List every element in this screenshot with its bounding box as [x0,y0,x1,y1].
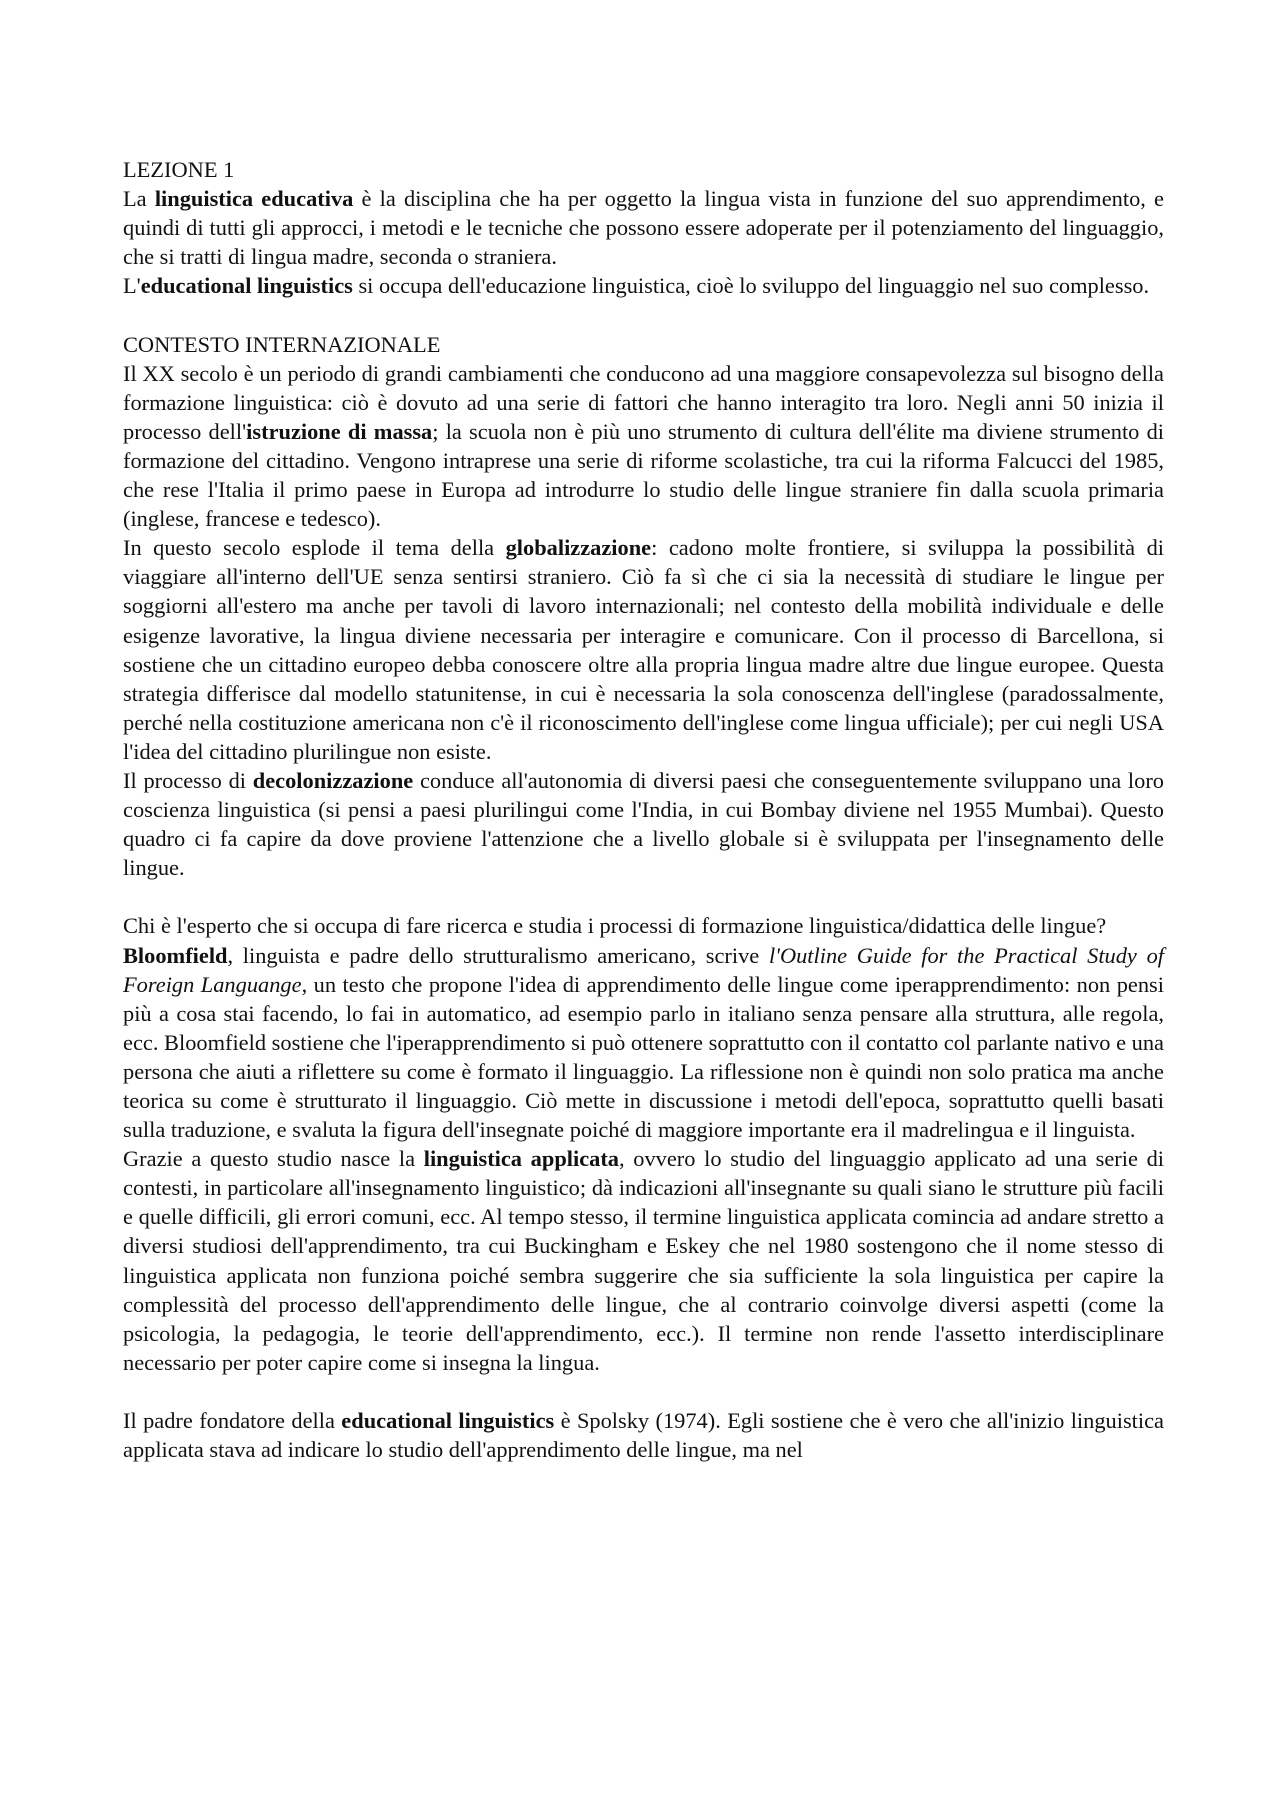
bold-term: linguistica educativa [154,186,354,212]
bold-term: istruzione di massa [246,418,433,444]
bold-term: educational linguistics [140,273,353,299]
section-heading-lezione: LEZIONE 1 [123,157,235,182]
italic-title: l'Outline Guide for the Practical Study of Foreign Languange [123,942,1164,997]
document-body [123,155,1164,1464]
text-run: ; la scuola non è più uno strumento di cultura dell'élite ma diviene strumento di formazione del cittadino. Vengono intraprese una serie di riforme scolastiche, tra cui la riforma Falcucci del 1985, che rese l'Italia il primo paese in Europa ad introdurre lo studio delle lingue straniere fin dalla scuola primaria (inglese, francese e tedesco). [123,418,1164,532]
text-run: L' [123,273,141,299]
paragraph-istruzione-di-massa [123,359,1164,534]
text-run: conduce all'autonomia di diversi paesi che conseguentemente sviluppano una loro coscienza linguistica (si pensi a paesi plurilingui come l'India, in cui Bombay diviene nel 1955 Mumbai). Questo quadro ci fa capire da dove proviene l'attenzione che a livello globale si è sviluppata per l'insegnamento delle lingue. [123,767,1165,881]
text-run: si occupa dell'educazione linguistica, cioè lo sviluppo del linguaggio nel suo complesso. [352,273,1150,299]
paragraph-linguistica-educativa [123,184,1164,271]
text-run: , un testo che propone l'idea di apprendimento delle lingue come iperapprendimento: non pensi più a cosa stai facendo, lo fai in automatico, ad esempio parlo in italiano senza pensare alla struttura, alle regola, ecc. Bloomfield sostiene che l'iperapprendimento si può ottenere soprattutto con il contatto col parlante nativo e una persona che aiuti a riflettere su come è formato il linguaggio. La riflessione non è quindi non solo pratica ma anche teorica su come è strutturato il linguaggio. Ciò mette in discussione i metodi dell'epoca, soprattutto quelli basati sulla traduzione, e svaluta la figura dell'insegnate poiché di maggiore importante era il madrelingua e il linguista. [123,971,1164,1143]
bold-term: educational linguistics [341,1408,555,1434]
text-run: è Spolsky (1974). Egli sostiene che è vero che all'inizio linguistica applicata stava ad indicare lo studio dell'apprendimento delle lingue, ma nel [123,1408,1164,1463]
paragraph-linguistica-applicata [123,1144,1164,1377]
text-run: : cadono molte frontiere, si sviluppa la possibilità di viaggiare all'interno dell'UE senza sentirsi straniero. Ciò fa sì che ci sia la necessità di studiare le lingue per soggiorni all'estero ma anche per tavoli di lavoro internazionali; nel contesto della mobilità individuale e delle esigenze lavorative, la lingua diviene necessaria per interagire e comunicare. Con il processo di Barcellona, si sostiene che un cittadino europeo debba conoscere oltre alla propria lingua madre altre due lingue europee. Questa strategia differisce dal modello statunitense, in cui è necessaria la sola conoscenza dell'inglese (paradossalmente, perché nella costituzione americana non c'è il riconoscimento dell'inglese come lingua ufficiale); per cui negli USA l'idea del cittadino plurilingue non esiste. [123,535,1165,764]
blank-line [123,882,1164,911]
bold-term: Bloomfield [123,942,228,968]
text-run: , ovvero lo studio del linguaggio applicato ad una serie di contesti, in particolare all'insegnamento linguistico; dà indicazioni all'insegnante su quali siano le strutture più facili e quelle difficili, gli errori comuni, ecc. Al tempo stesso, il termine linguistica applicata comincia ad andare stretto a diversi studiosi dell'apprendimento, tra cui Buckingham e Eskey che nel 1980 sostengono che il nome stesso di linguistica applicata non funziona poiché sembra suggerire che sia sufficiente la sola linguistica per capire la complessità del processo dell'apprendimento delle lingue, che al contrario coinvolge diversi aspetti (come la psicologia, la pedagogia, le teorie dell'apprendimento, ecc.). Il termine non rende l'assetto interdisciplinare necessario per poter capire come si insegna la lingua. [123,1146,1164,1375]
bold-term: globalizzazione [505,535,652,561]
text-run: In questo secolo esplode il tema della [123,535,506,561]
paragraph-bloomfield [123,941,1164,1145]
bold-term: decolonizzazione [252,767,414,793]
paragraph-decolonizzazione [123,766,1164,882]
text-run: La [123,186,155,212]
text-run: Il XX secolo è un periodo di grandi cambiamenti che conducono ad una maggiore consapevolezza sul bisogno della formazione linguistica: ciò è dovuto ad una serie di fattori che hanno interagito tra loro. Negli anni 50 inizia il processo dell' [123,360,1164,444]
bold-term: linguistica applicata [423,1146,620,1172]
paragraph-globalizzazione [123,533,1164,766]
blank-line [123,300,1164,329]
paragraph-educational-linguistics [123,271,1164,300]
text-run: è la disciplina che ha per oggetto la lingua vista in funzione del suo apprendimento, e quindi di tutti gli approcci, i metodi e le tecniche che possono essere adoperate per il potenziamento del linguaggio, che si tratti di lingua madre, seconda o straniera. [123,186,1164,270]
text-run: Il processo di [123,767,253,793]
text-run: Grazie a questo studio nasce la [123,1146,424,1172]
text-run: , linguista e padre dello strutturalismo americano, scrive [227,942,769,968]
paragraph-question: Chi è l'esperto che si occupa di fare ricerca e studia i processi di formazione linguistica/didattica delle lingue? [123,913,1107,939]
paragraph-spolsky [123,1406,1164,1464]
section-heading-contesto: CONTESTO INTERNAZIONALE [123,331,441,357]
blank-line [123,1377,1164,1406]
text-run: Il padre fondatore della [123,1408,342,1434]
